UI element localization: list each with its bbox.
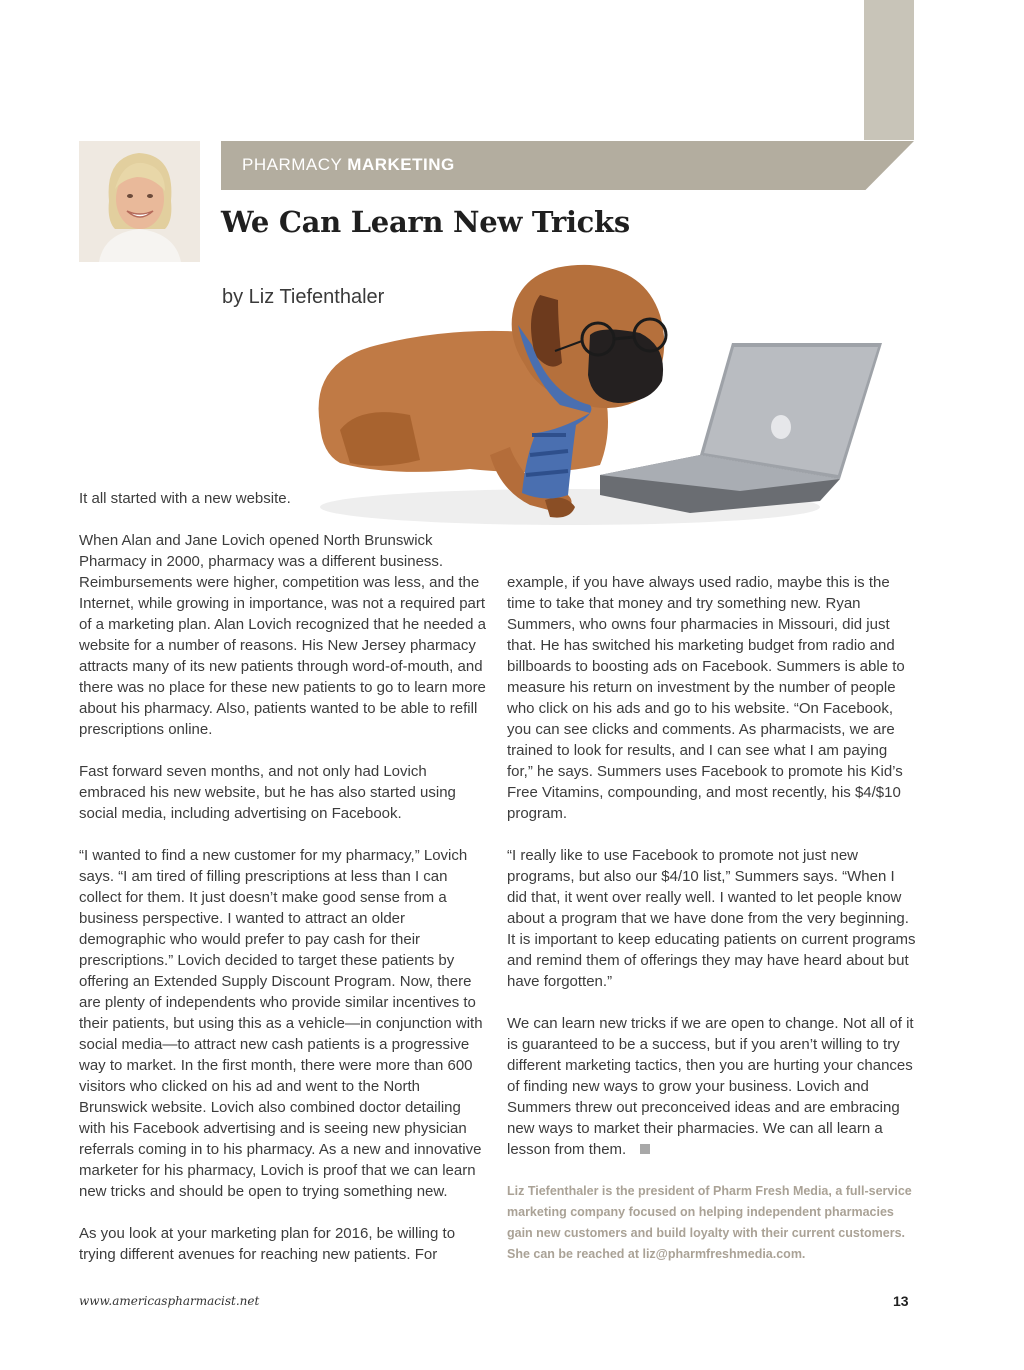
article-column-left: [79, 488, 489, 1286]
paragraph: It all started with a new website.: [79, 490, 291, 507]
page-number: 13: [893, 1293, 909, 1309]
byline: by Liz Tiefenthaler: [222, 286, 385, 308]
paragraph: When Alan and Jane Lovich opened North Brunswick Pharmacy in 2000, pharmacy was a different business. Reimbursements were higher, competition was less, and the Internet, while growing in importance, was not a required part of a marketing plan. Alan Lovich recognized that he needed a website for a number of reasons. His New Jersey pharmacy attracts many of its new patients through word-of-mouth, and there was no place for these new patients to go to learn more about his pharmacy. Also, patients wanted to be able to refill prescriptions online.: [79, 532, 486, 738]
author-bio: Liz Tiefenthaler is the president of Pharm Fresh Media, a full-service marketing company focused on helping independent pharmacies gain new customers and build loyalty with their current customers. She can be reached at liz@pharmfreshmedia.com.: [507, 1184, 912, 1261]
end-mark-icon: [640, 1144, 650, 1154]
paragraph: [507, 1013, 917, 1160]
corner-tab: [864, 0, 914, 140]
paragraph: Fast forward seven months, and not only had Lovich embraced his new website, but he has also started using social media, including advertising on Facebook.: [79, 763, 456, 822]
paragraph: “I wanted to find a new customer for my pharmacy,” Lovich says. “I am tired of filling prescriptions at less than I can collect for them. It just doesn’t make good sense from a business perspective. I wanted to attract an older demographic who would prefer to pay cash for their prescriptions.” Lovich decided to target these patients by offering an Extended Supply Discount Program. Now, there are plenty of independents who provide similar incentives to their patients, but using this as a vehicle—in conjunction with social media—to attract new cash patients is a progressive way to market. In the first month, there were more than 600 visitors who clicked on his ad and went to the North Brunswick website. Lovich also combined doctor detailing with his Facebook advertising and is seeing new physician referrals coming in to his pharmacy. As a new and innovative marketer for his pharmacy, Lovich is proof that we can learn new tricks and should be open to trying something new.: [79, 847, 483, 1200]
footer-url: www.americaspharmacist.net: [79, 1294, 260, 1308]
paragraph-text: We can learn new tricks if we are open to change. Not all of it is guaranteed to be a success, but if you aren’t willing to try different marketing tactics, then you are hurting your chances of finding new ways to grow your business. Lovich and Summers threw out preconceived ideas and are embracing new ways to market their pharmacies. We can all learn a lesson from them.: [507, 1015, 914, 1158]
paragraph: “I really like to use Facebook to promote not just new programs, but also our $4/10 list,” Summers says. “When I did that, it went over really well. I wanted to let people know about a program that we have done from the very beginning. It is important to keep educating patients on current programs and remind them of offerings they may have heard about but have forgotten.”: [507, 847, 916, 990]
article-title: We Can Learn New Tricks: [221, 205, 630, 239]
author-photo: [79, 141, 200, 262]
paragraph: example, if you have always used radio, maybe this is the time to take that money and try something new. Ryan Summers, who owns four pharmacies in Missouri, did just that. He has switched his marketing budget from radio and billboards to boosting ads on Facebook. Summers is able to measure his return on investment by the number of people who click on his ads and go to his website. “On Facebook, you can see clicks and comments. As pharmacists, we are trained to look for results, and I can see what I am paying for,” he says. Summers uses Facebook to promote his Kid’s Free Vitamins, compounding, and most recently, his $4/$10 program.: [507, 574, 905, 822]
paragraph: As you look at your marketing plan for 2016, be willing to trying different avenues for reaching new patients. For: [79, 1225, 456, 1263]
article-column-right: [507, 572, 917, 1286]
section-label: PHARMACY MARKETING: [242, 155, 455, 174]
